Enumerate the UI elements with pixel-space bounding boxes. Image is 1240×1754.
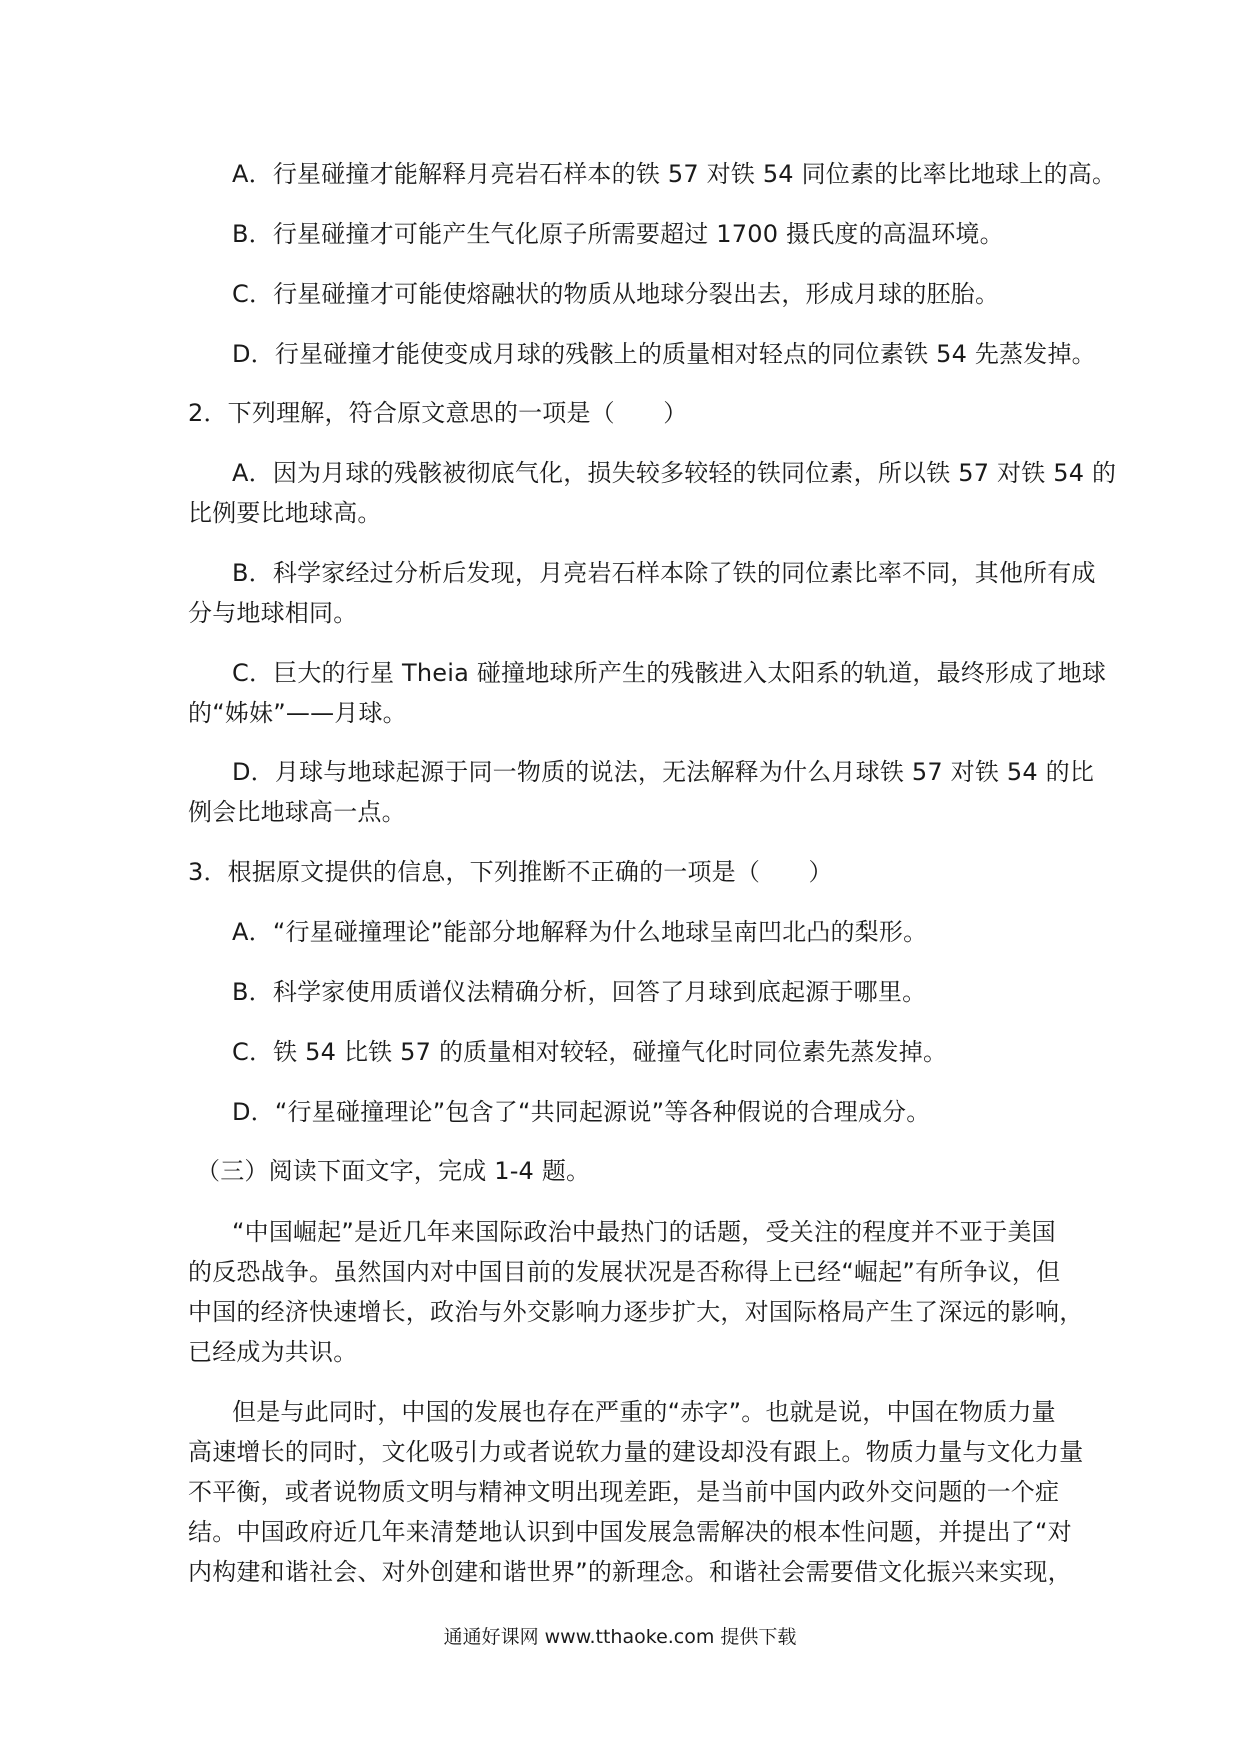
q3-option-c: C．铁 54 比铁 57 的质量相对较轻，碰撞气化时同位素先蒸发掉。 [232, 1038, 948, 1066]
q1-option-b: B．行星碰撞才可能产生气化原子所需要超过 1700 摄氏度的高温环境。 [232, 220, 1004, 248]
q2-option-b-line1: B．科学家经过分析后发现，月亮岩石样本除了铁的同位素比率不同，其他所有成 [232, 559, 1096, 587]
q3-option-b: B．科学家使用质谱仪法精确分析，回答了月球到底起源于哪里。 [232, 978, 927, 1006]
para1-line4: 已经成为共识。 [188, 1338, 358, 1366]
para2-line1: 但是与此同时，中国的发展也存在严重的“赤字”。也就是说，中国在物质力量 [232, 1398, 1056, 1426]
q2-option-d-line1: D．月球与地球起源于同一物质的说法，无法解释为什么月球铁 57 对铁 54 的比 [232, 758, 1095, 786]
q2-option-b-line2: 分与地球相同。 [188, 599, 358, 627]
para1-line2: 的反恐战争。虽然国内对中国目前的发展状况是否称得上已经“崛起”有所争议，但 [188, 1258, 1061, 1286]
q2-option-a-line1: A．因为月球的残骸被彻底气化，损失较多较轻的铁同位素，所以铁 57 对铁 54 的 [232, 459, 1117, 487]
q3-option-a: A．“行星碰撞理论”能部分地解释为什么地球呈南凹北凸的梨形。 [232, 918, 928, 946]
q1-option-a: A．行星碰撞才能解释月亮岩石样本的铁 57 对铁 54 同位素的比率比地球上的高。 [232, 160, 1117, 188]
q2-option-c-line2: 的“姊妹”——月球。 [188, 699, 407, 727]
q2-stem: 2．下列理解，符合原文意思的一项是（ ） [188, 399, 688, 427]
q3-stem: 3．根据原文提供的信息，下列推断不正确的一项是（ ） [188, 858, 833, 886]
para1-line3: 中国的经济快速增长，政治与外交影响力逐步扩大，对国际格局产生了深远的影响， [188, 1298, 1084, 1326]
para2-line2: 高速增长的同时，文化吸引力或者说软力量的建设却没有跟上。物质力量与文化力量 [188, 1438, 1084, 1466]
q2-option-c-line1: C．巨大的行星 Theia 碰撞地球所产生的残骸进入太阳系的轨道，最终形成了地球 [232, 659, 1107, 687]
q2-option-d-line2: 例会比地球高一点。 [188, 798, 406, 826]
para2-line5: 内构建和谐社会、对外创建和谐世界”的新理念。和谐社会需要借文化振兴来实现， [188, 1558, 1072, 1586]
page-footer: 通通好课网 www.tthaoke.com 提供下载 [443, 1626, 797, 1648]
q3-option-d: D．“行星碰撞理论”包含了“共同起源说”等各种假说的合理成分。 [232, 1098, 931, 1126]
para1-line1: “中国崛起”是近几年来国际政治中最热门的话题，受关注的程度并不亚于美国 [232, 1218, 1056, 1246]
q1-option-c: C．行星碰撞才可能使熔融状的物质从地球分裂出去，形成月球的胚胎。 [232, 280, 1000, 308]
q1-option-d: D．行星碰撞才能使变成月球的残骸上的质量相对轻点的同位素铁 54 先蒸发掉。 [232, 340, 1096, 368]
para2-line4: 结。中国政府近几年来清楚地认识到中国发展急需解决的根本性问题，并提出了“对 [188, 1518, 1072, 1546]
q2-option-a-line2: 比例要比地球高。 [188, 499, 382, 527]
para2-line3: 不平衡，或者说物质文明与精神文明出现差距，是当前中国内政外交问题的一个症 [188, 1478, 1060, 1506]
section-heading: （三）阅读下面文字，完成 1-4 题。 [196, 1157, 591, 1185]
